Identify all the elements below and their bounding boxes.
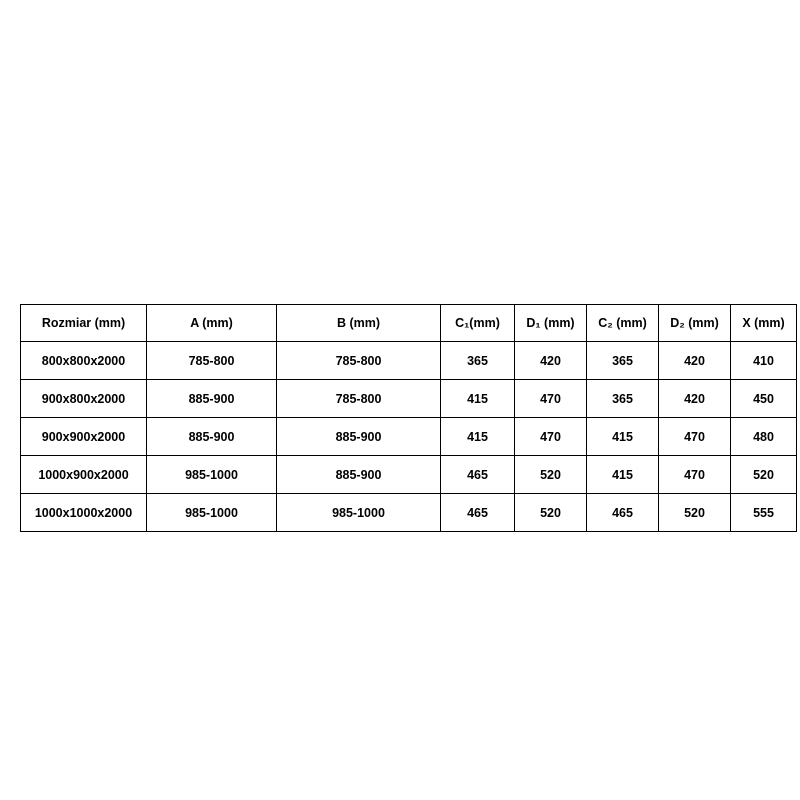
column-header-a: A (mm) [147,305,277,342]
cell-c1: 465 [441,456,515,494]
cell-size: 900x900x2000 [21,418,147,456]
column-header-d1: D₁ (mm) [515,305,587,342]
cell-x: 555 [731,494,797,532]
cell-d2: 470 [659,418,731,456]
cell-b: 785-800 [277,380,441,418]
table-row [21,342,797,380]
cell-b: 785-800 [277,342,441,380]
cell-d2: 420 [659,342,731,380]
cell-b: 985-1000 [277,494,441,532]
table-row [21,494,797,532]
cell-d2: 520 [659,494,731,532]
column-header-x: X (mm) [731,305,797,342]
table-header [21,305,797,342]
table-row [21,456,797,494]
cell-b: 885-900 [277,456,441,494]
column-header-d2: D₂ (mm) [659,305,731,342]
cell-a: 885-900 [147,418,277,456]
cell-c1: 415 [441,380,515,418]
cell-d2: 470 [659,456,731,494]
cell-a: 985-1000 [147,494,277,532]
specification-table [20,304,797,532]
cell-x: 480 [731,418,797,456]
cell-d1: 470 [515,380,587,418]
cell-d1: 520 [515,494,587,532]
cell-d1: 520 [515,456,587,494]
column-header-b: B (mm) [277,305,441,342]
cell-a: 785-800 [147,342,277,380]
cell-size: 800x800x2000 [21,342,147,380]
table-row [21,418,797,456]
cell-c1: 415 [441,418,515,456]
cell-c2: 465 [587,494,659,532]
cell-d1: 420 [515,342,587,380]
cell-x: 410 [731,342,797,380]
column-header-size: Rozmiar (mm) [21,305,147,342]
cell-a: 985-1000 [147,456,277,494]
cell-c2: 415 [587,456,659,494]
cell-d1: 470 [515,418,587,456]
table-body [21,342,797,532]
cell-c1: 465 [441,494,515,532]
cell-c2: 365 [587,380,659,418]
cell-c1: 365 [441,342,515,380]
cell-b: 885-900 [277,418,441,456]
cell-c2: 415 [587,418,659,456]
column-header-c2: C₂ (mm) [587,305,659,342]
cell-d2: 420 [659,380,731,418]
cell-size: 900x800x2000 [21,380,147,418]
cell-c2: 365 [587,342,659,380]
specification-table-wrapper [20,304,785,532]
cell-a: 885-900 [147,380,277,418]
cell-x: 520 [731,456,797,494]
cell-size: 1000x1000x2000 [21,494,147,532]
table-row [21,380,797,418]
cell-size: 1000x900x2000 [21,456,147,494]
table-header-row [21,305,797,342]
column-header-c1: C₁(mm) [441,305,515,342]
cell-x: 450 [731,380,797,418]
